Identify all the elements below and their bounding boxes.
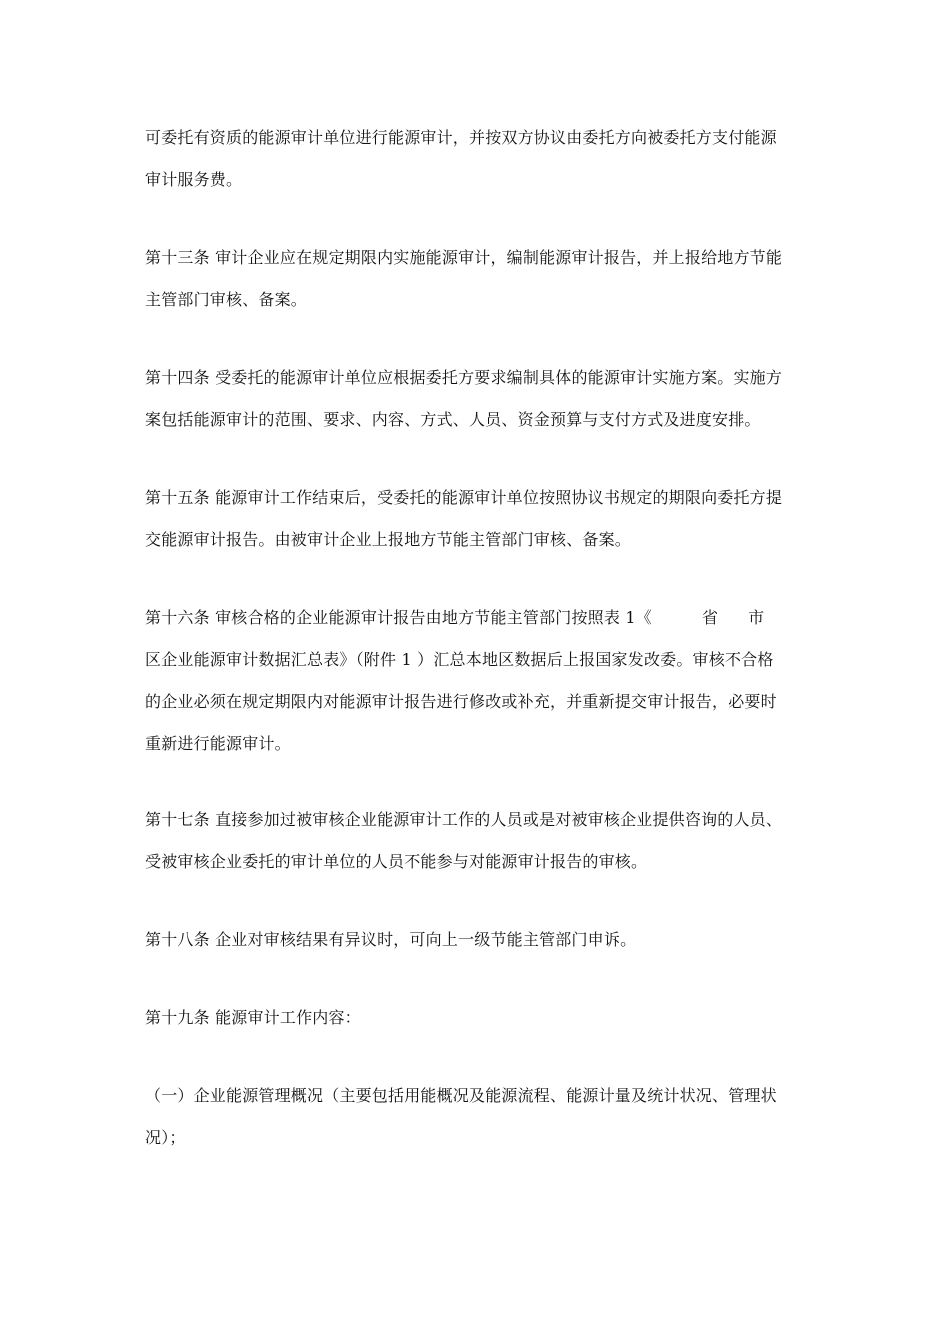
paragraph-line: 主管部门审核、备案。 [145, 290, 308, 309]
paragraph-line: 的企业必须在规定期限内对能源审计报告进行修改或补充，并重新提交审计报告，必要时 [145, 692, 777, 711]
article-15-line: 第十五条 能源审计工作结束后，受委托的能源审计单位按照协议书规定的期限向委托方提 [145, 488, 783, 507]
article-13-line: 第十三条 审计企业应在规定期限内实施能源审计，编制能源审计报告，并上报给地方节能 [145, 248, 783, 267]
article-18-line: 第十八条 企业对审核结果有异议时，可向上一级节能主管部门申诉。 [145, 930, 637, 949]
city-blank-label: 市 [748, 608, 765, 627]
paragraph-line: 可委托有资质的能源审计单位进行能源审计，并按双方协议由委托方向被委托方支付能源 [145, 128, 777, 147]
paragraph-line: 况）； [145, 1128, 186, 1147]
paragraph-line: 审计服务费。 [145, 170, 243, 189]
article-14-line: 第十四条 受委托的能源审计单位应根据委托方要求编制具体的能源审计实施方案。实施方 [145, 368, 783, 387]
article-17-line: 第十七条 直接参加过被审核企业能源审计工作的人员或是对被审核企业提供咨询的人员、 [145, 810, 783, 829]
list-item-line: （一）企业能源管理概况（主要包括用能概况及能源流程、能源计量及统计状况、管理状 [145, 1086, 777, 1105]
article-16-line [145, 608, 815, 628]
article-19-line: 第十九条 能源审计工作内容： [145, 1008, 361, 1027]
line-segment: 第十六条 审核合格的企业能源审计报告由地方节能主管部门按照表 1《 [145, 608, 652, 627]
province-blank-label: 省 [701, 608, 719, 627]
paragraph-line: 重新进行能源审计。 [145, 734, 291, 753]
paragraph-line: 案包括能源审计的范围、要求、内容、方式、人员、资金预算与支付方式及进度安排。 [145, 410, 761, 429]
paragraph-line: 受被审核企业委托的审计单位的人员不能参与对能源审计报告的审核。 [145, 852, 648, 871]
paragraph-line: 交能源审计报告。由被审计企业上报地方节能主管部门审核、备案。 [145, 530, 632, 549]
paragraph-line: 区企业能源审计数据汇总表》（附件 1 ）汇总本地区数据后上报国家发改委。审核不合格 [145, 650, 774, 669]
